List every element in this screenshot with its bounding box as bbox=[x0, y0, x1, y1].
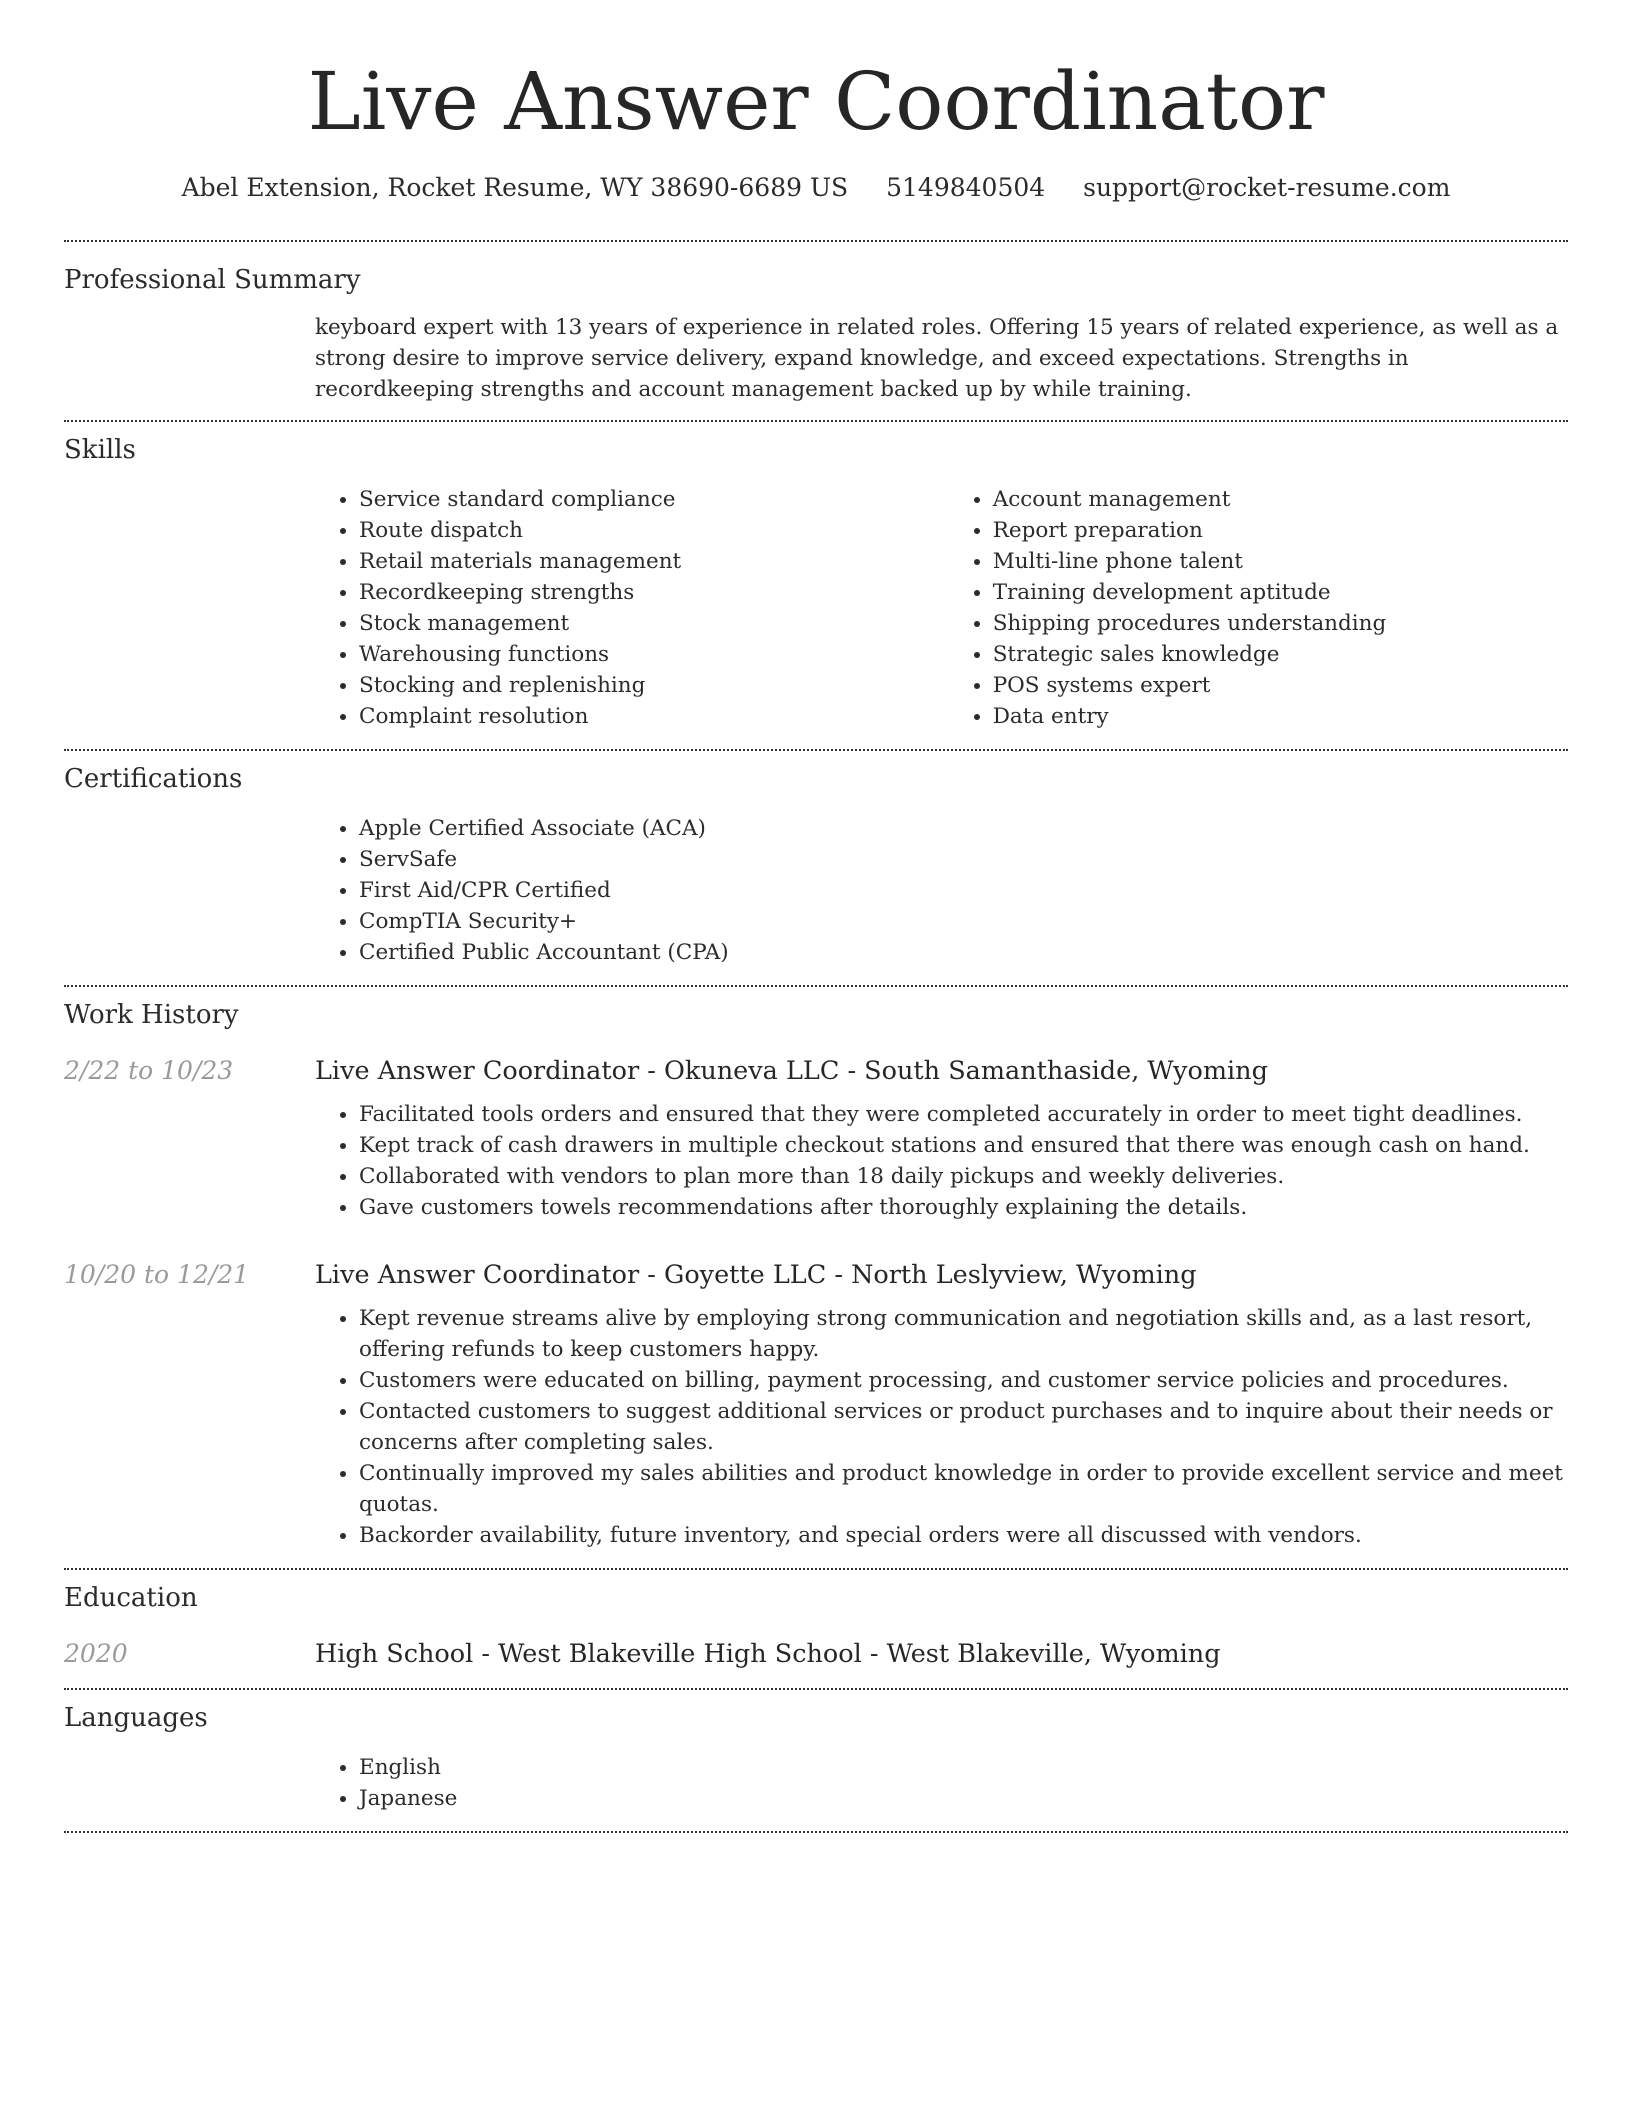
skill-item: • Service standard compliance bbox=[359, 484, 949, 515]
skill-item: • POS systems expert bbox=[993, 670, 1568, 701]
job-bullet: • Customers were educated on billing, payment processing, and customer service policies and procedures. bbox=[359, 1365, 1568, 1396]
education-entry bbox=[64, 1636, 1568, 1688]
job-header bbox=[64, 1257, 1568, 1293]
contact-line bbox=[64, 170, 1568, 206]
skill-item: • Account management bbox=[993, 484, 1568, 515]
job-title: Live Answer Coordinator - Okuneva LLC - South Samanthaside, Wyoming bbox=[315, 1056, 1268, 1086]
job-bullets bbox=[315, 1303, 1568, 1551]
summary-text: keyboard expert with 13 years of experience in related roles. Offering 15 years of related experience, as well as a strong desire to improve service delivery, expand knowledge, and exceed expectations. Strengths in recordkeeping strengths and account management backed up by while training. bbox=[315, 315, 1559, 402]
certification-item: • Apple Certified Associate (ACA) bbox=[359, 813, 1568, 844]
section-title-certifications: Certifications bbox=[64, 764, 243, 794]
certifications-content bbox=[315, 813, 1568, 985]
skills-columns bbox=[315, 484, 1568, 749]
skill-item: • Training development aptitude bbox=[993, 577, 1568, 608]
education-year: 2020 bbox=[64, 1639, 128, 1668]
skill-item: • Route dispatch bbox=[359, 515, 949, 546]
skill-item: • Report preparation bbox=[993, 515, 1568, 546]
certification-item: • Certified Public Accountant (CPA) bbox=[359, 937, 1568, 968]
skill-item: • Data entry bbox=[993, 701, 1568, 732]
education-title: High School - West Blakeville High School - West Blakeville, Wyoming bbox=[315, 1639, 1221, 1669]
skills-section bbox=[64, 422, 1568, 749]
job-entry bbox=[64, 1257, 1568, 1568]
certification-item: • CompTIA Security+ bbox=[359, 906, 1568, 937]
skill-item: • Stock management bbox=[359, 608, 949, 639]
skill-item: • Stocking and replenishing bbox=[359, 670, 949, 701]
language-item: • Japanese bbox=[359, 1783, 1568, 1814]
skill-item: • Recordkeeping strengths bbox=[359, 577, 949, 608]
languages-content bbox=[315, 1752, 1568, 1831]
section-title-skills: Skills bbox=[64, 435, 136, 465]
skill-item: • Retail materials management bbox=[359, 546, 949, 577]
work-section bbox=[64, 987, 1568, 1568]
skills-list-left bbox=[315, 484, 949, 732]
certifications-list bbox=[315, 813, 1568, 968]
skills-list-right bbox=[949, 484, 1568, 732]
language-item: • English bbox=[359, 1752, 1568, 1783]
section-title-education: Education bbox=[64, 1583, 198, 1613]
job-bullet: • Gave customers towels recommendations after thoroughly explaining the details. bbox=[359, 1192, 1568, 1223]
languages-section bbox=[64, 1690, 1568, 1831]
job-bullet: • Continually improved my sales abilities and product knowledge in order to provide excellent service and meet quotas. bbox=[359, 1458, 1568, 1520]
skill-item: • Complaint resolution bbox=[359, 701, 949, 732]
section-title-work: Work History bbox=[64, 1000, 239, 1030]
skill-item: • Multi-line phone talent bbox=[993, 546, 1568, 577]
section-title-summary: Professional Summary bbox=[64, 265, 361, 295]
contact-email: support@rocket-resume.com bbox=[1083, 173, 1451, 202]
education-section bbox=[64, 1570, 1568, 1688]
job-bullet: • Contacted customers to suggest additional services or product purchases and to inquire about their needs or concerns after completing sales. bbox=[359, 1396, 1568, 1458]
job-bullet: • Collaborated with vendors to plan more than 18 daily pickups and weekly deliveries. bbox=[359, 1161, 1568, 1192]
job-bullet: • Kept track of cash drawers in multiple checkout stations and ensured that there was enough cash on hand. bbox=[359, 1130, 1568, 1161]
job-details bbox=[315, 1303, 1568, 1568]
job-dates: 2/22 to 10/23 bbox=[64, 1056, 234, 1085]
divider bbox=[64, 1831, 1568, 1833]
job-bullet: • Kept revenue streams alive by employing strong communication and negotiation skills and, as a last resort, offering refunds to keep customers happy. bbox=[359, 1303, 1568, 1365]
candidate-name: Live Answer Coordinator bbox=[307, 55, 1325, 148]
section-title-languages: Languages bbox=[64, 1703, 208, 1733]
contact-phone: 5149840504 bbox=[886, 173, 1046, 202]
skill-item: • Strategic sales knowledge bbox=[993, 639, 1568, 670]
job-bullet: • Facilitated tools orders and ensured that they were completed accurately in order to meet tight deadlines. bbox=[359, 1099, 1568, 1130]
certifications-section bbox=[64, 751, 1568, 985]
skill-item: • Warehousing functions bbox=[359, 639, 949, 670]
resume-page bbox=[64, 0, 1568, 1833]
languages-list bbox=[315, 1752, 1568, 1814]
contact-address: Abel Extension, Rocket Resume, WY 38690-6689 US bbox=[181, 173, 849, 202]
job-entry bbox=[64, 1053, 1568, 1223]
certification-item: • First Aid/CPR Certified bbox=[359, 875, 1568, 906]
skill-item: • Shipping procedures understanding bbox=[993, 608, 1568, 639]
certification-item: • ServSafe bbox=[359, 844, 1568, 875]
job-bullets bbox=[315, 1099, 1568, 1223]
job-bullet: • Backorder availability, future inventory, and special orders were all discussed with vendors. bbox=[359, 1520, 1568, 1551]
job-title: Live Answer Coordinator - Goyette LLC - North Leslyview, Wyoming bbox=[315, 1260, 1197, 1290]
job-dates: 10/20 to 12/21 bbox=[64, 1260, 250, 1289]
job-header bbox=[64, 1053, 1568, 1089]
job-details bbox=[315, 1099, 1568, 1223]
summary-section bbox=[64, 242, 1568, 420]
